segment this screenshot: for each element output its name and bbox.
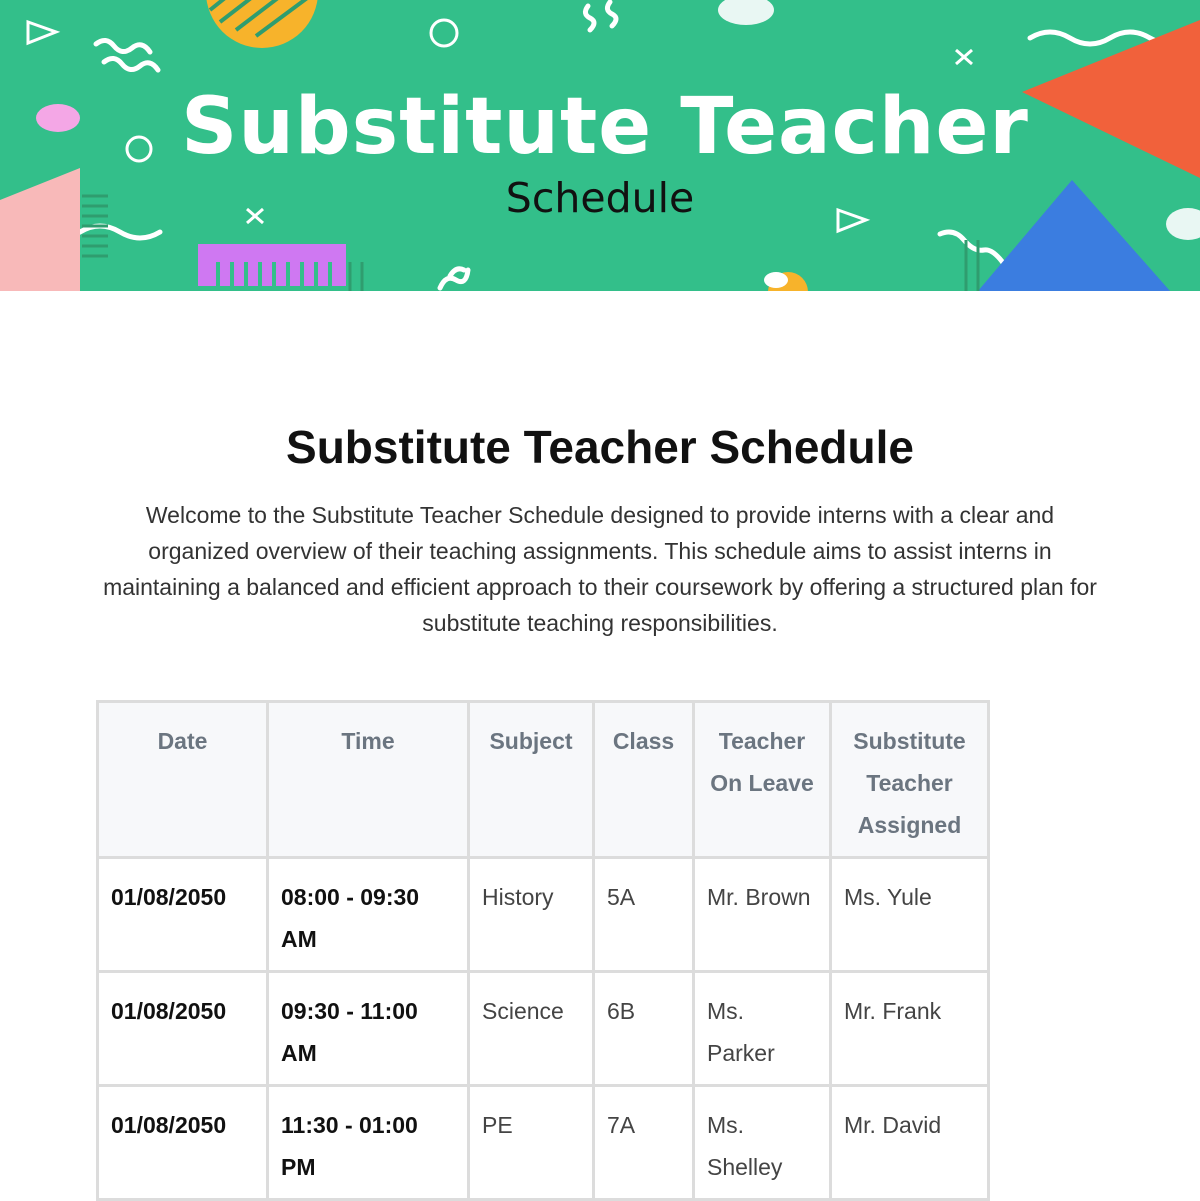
- cell-subject: History: [469, 858, 594, 972]
- cell-date: 01/08/2050: [98, 972, 268, 1086]
- cell-teacher-on-leave: Mr. Brown: [694, 858, 831, 972]
- cell-time: 11:30 - 01:00 PM: [268, 1086, 469, 1200]
- header-banner: [0, 0, 1200, 291]
- cell-subject: PE: [469, 1086, 594, 1200]
- schedule-table: [96, 700, 990, 1201]
- cell-time: 09:30 - 11:00 AM: [268, 972, 469, 1086]
- column-header-class: Class: [594, 702, 694, 858]
- cell-date: 01/08/2050: [98, 858, 268, 972]
- cell-class: 5A: [594, 858, 694, 972]
- cell-substitute-teacher: Mr. David: [831, 1086, 989, 1200]
- cell-date: 01/08/2050: [98, 1086, 268, 1200]
- column-header-date: Date: [98, 702, 268, 858]
- column-header-substitute-teacher: Substitute Teacher Assigned: [831, 702, 989, 858]
- cell-class: 6B: [594, 972, 694, 1086]
- banner-title: Substitute Teacher: [181, 82, 1029, 172]
- table-header-row: [98, 702, 989, 858]
- column-header-time: Time: [268, 702, 469, 858]
- cell-substitute-teacher: Ms. Yule: [831, 858, 989, 972]
- cell-substitute-teacher: Mr. Frank: [831, 972, 989, 1086]
- table-row: [98, 858, 989, 972]
- banner-subtitle: Schedule: [505, 174, 695, 222]
- column-header-teacher-on-leave: Teacher On Leave: [694, 702, 831, 858]
- cell-teacher-on-leave: Ms. Parker: [694, 972, 831, 1086]
- table-row: [98, 1086, 989, 1200]
- cell-class: 7A: [594, 1086, 694, 1200]
- cell-time: 08:00 - 09:30 AM: [268, 858, 469, 972]
- column-header-subject: Subject: [469, 702, 594, 858]
- page-title: Substitute Teacher Schedule: [286, 421, 914, 473]
- table-row: [98, 972, 989, 1086]
- cell-teacher-on-leave: Ms. Shelley: [694, 1086, 831, 1200]
- intro-paragraph: Welcome to the Substitute Teacher Schedule designed to provide interns with a clear and organized overview of their teaching assignments. This schedule aims to assist interns in maintaining a balanced and efficient approach to their coursework by offering a structured plan for substitute teaching responsibilities.: [103, 502, 1097, 636]
- cell-subject: Science: [469, 972, 594, 1086]
